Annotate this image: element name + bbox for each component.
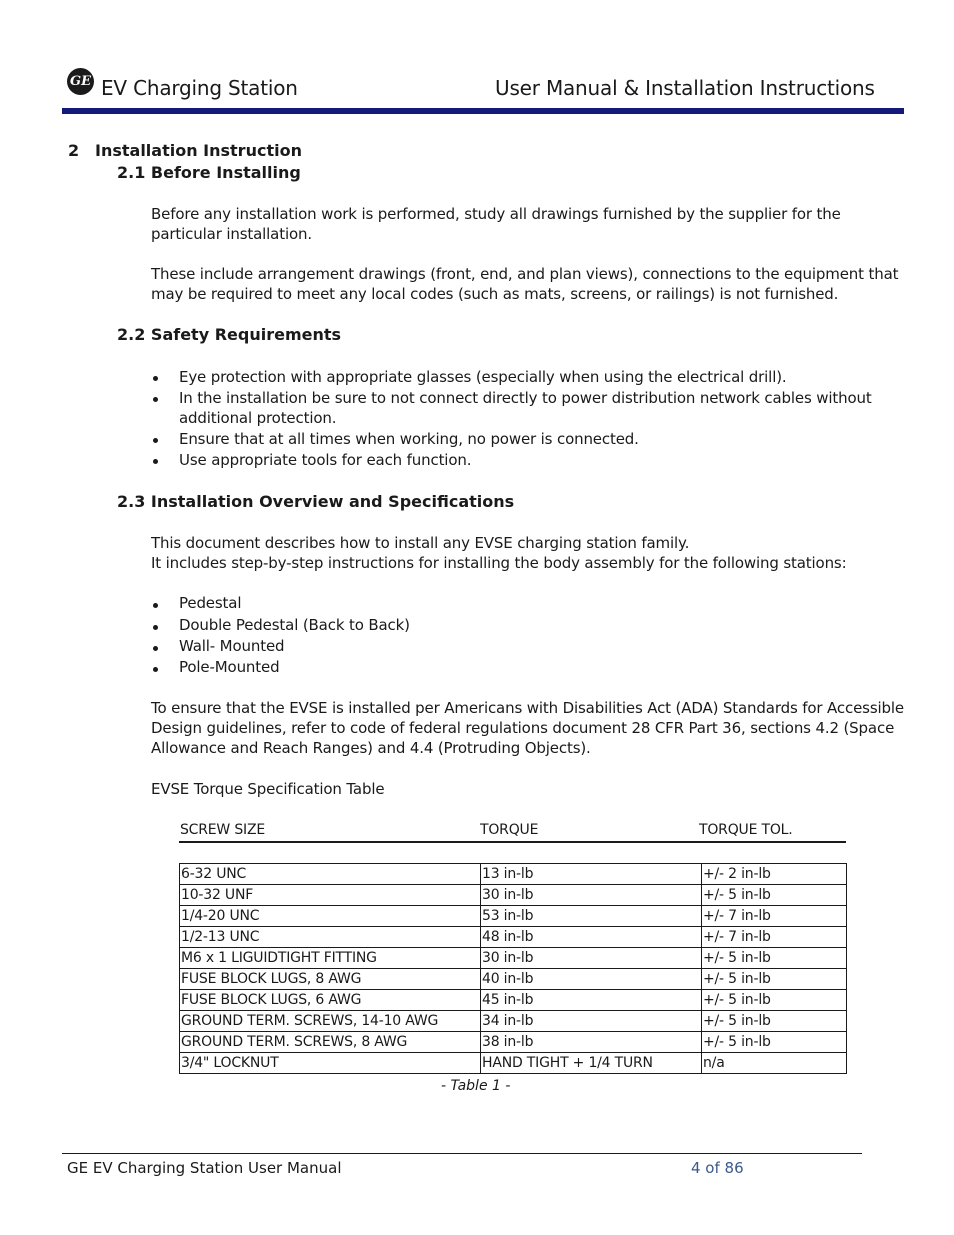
cell-torque: 53 in-lb xyxy=(481,906,702,927)
col-header-torque: TORQUE xyxy=(480,822,539,838)
cell-screw-size: 1/2-13 UNC xyxy=(180,927,481,948)
section-title: Installation Instruction xyxy=(95,141,302,160)
table-row xyxy=(180,1053,847,1074)
s21-p2-line1: These include arrangement drawings (front, end, and plan views), connections to the equipment that xyxy=(151,265,899,283)
bullet-dot xyxy=(153,603,158,608)
col-header-screw-size: SCREW SIZE xyxy=(180,822,265,838)
heading-2-1: 2.1 Before Installing xyxy=(117,163,301,182)
cell-torque-tol: n/a xyxy=(702,1053,847,1074)
footer-title: GE EV Charging Station User Manual xyxy=(67,1159,342,1177)
cell-screw-size: 1/4-20 UNC xyxy=(180,906,481,927)
cell-torque: 13 in-lb xyxy=(481,864,702,885)
s23-intro-line1: This document describes how to install any EVSE charging station family. xyxy=(151,534,690,552)
station-item: Pedestal xyxy=(179,594,242,612)
ada-line3: Allowance and Reach Ranges) and 4.4 (Protruding Objects). xyxy=(151,739,591,757)
cell-screw-size: M6 x 1 LIGUIDTIGHT FITTING xyxy=(180,948,481,969)
cell-torque-tol: +/- 5 in-lb xyxy=(702,990,847,1011)
table-row xyxy=(180,948,847,969)
safety-bullet-4: Use appropriate tools for each function. xyxy=(179,451,472,469)
header-doc-title: User Manual & Installation Instructions xyxy=(495,76,875,100)
cell-screw-size: GROUND TERM. SCREWS, 14-10 AWG xyxy=(180,1011,481,1032)
s21-p2-line2: may be required to meet any local codes (such as mats, screens, or railings) is not furnished. xyxy=(151,285,839,303)
footer-rule xyxy=(62,1153,862,1154)
bullet-dot xyxy=(153,459,158,464)
cell-torque-tol: +/- 7 in-lb xyxy=(702,906,847,927)
bullet-dot xyxy=(153,376,158,381)
cell-torque: 48 in-lb xyxy=(481,927,702,948)
cell-torque: HAND TIGHT + 1/4 TURN xyxy=(481,1053,702,1074)
cell-screw-size: FUSE BLOCK LUGS, 6 AWG xyxy=(180,990,481,1011)
table-title: EVSE Torque Specification Table xyxy=(151,780,385,798)
table-header-rule xyxy=(179,841,846,843)
safety-bullet-1: Eye protection with appropriate glasses (especially when using the electrical drill). xyxy=(179,368,787,386)
cell-torque-tol: +/- 5 in-lb xyxy=(702,1011,847,1032)
table-row xyxy=(180,885,847,906)
table-row xyxy=(180,969,847,990)
cell-screw-size: 10-32 UNF xyxy=(180,885,481,906)
safety-bullet-3: Ensure that at all times when working, no power is connected. xyxy=(179,430,639,448)
s21-p1-line2: particular installation. xyxy=(151,225,312,243)
cell-torque: 30 in-lb xyxy=(481,885,702,906)
station-item: Wall- Mounted xyxy=(179,637,285,655)
ada-line1: To ensure that the EVSE is installed per Americans with Disabilities Act (ADA) Standards for Accessible xyxy=(151,699,904,717)
table-row xyxy=(180,927,847,948)
cell-torque: 40 in-lb xyxy=(481,969,702,990)
cell-torque-tol: +/- 5 in-lb xyxy=(702,969,847,990)
heading-2-3: 2.3 Installation Overview and Specifications xyxy=(117,492,515,511)
s21-p1-line1: Before any installation work is performed, study all drawings furnished by the supplier for the xyxy=(151,205,841,223)
cell-torque: 34 in-lb xyxy=(481,1011,702,1032)
page-number: 4 of 86 xyxy=(691,1159,744,1177)
table-row xyxy=(180,1011,847,1032)
cell-screw-size: 6-32 UNC xyxy=(180,864,481,885)
bullet-dot xyxy=(153,646,158,651)
table-caption: - Table 1 - xyxy=(441,1078,511,1094)
cell-torque-tol: +/- 5 in-lb xyxy=(702,948,847,969)
bullet-dot xyxy=(153,438,158,443)
table-row xyxy=(180,1032,847,1053)
safety-bullet-2-cont: additional protection. xyxy=(179,409,337,427)
cell-torque: 30 in-lb xyxy=(481,948,702,969)
bullet-dot xyxy=(153,397,158,402)
ge-logo: GE xyxy=(67,68,94,95)
cell-screw-size: GROUND TERM. SCREWS, 8 AWG xyxy=(180,1032,481,1053)
bullet-dot xyxy=(153,667,158,672)
cell-torque-tol: +/- 7 in-lb xyxy=(702,927,847,948)
cell-screw-size: FUSE BLOCK LUGS, 8 AWG xyxy=(180,969,481,990)
header-product: EV Charging Station xyxy=(101,76,298,100)
heading-2-2: 2.2 Safety Requirements xyxy=(117,325,342,344)
cell-screw-size: 3/4" LOCKNUT xyxy=(180,1053,481,1074)
torque-table xyxy=(179,863,847,1074)
table-row xyxy=(180,906,847,927)
ada-line2: Design guidelines, refer to code of federal regulations document 28 CFR Part 36, sections 4.2 (Space xyxy=(151,719,895,737)
section-number: 2 xyxy=(68,141,80,160)
col-header-torque-tol: TORQUE TOL. xyxy=(699,822,793,838)
cell-torque-tol: +/- 5 in-lb xyxy=(702,885,847,906)
header-rule xyxy=(62,108,904,114)
s23-intro-line2: It includes step-by-step instructions for installing the body assembly for the following stations: xyxy=(151,554,847,572)
cell-torque: 38 in-lb xyxy=(481,1032,702,1053)
cell-torque: 45 in-lb xyxy=(481,990,702,1011)
bullet-dot xyxy=(153,625,158,630)
cell-torque-tol: +/- 5 in-lb xyxy=(702,1032,847,1053)
station-item: Double Pedestal (Back to Back) xyxy=(179,616,410,634)
table-row xyxy=(180,990,847,1011)
cell-torque-tol: +/- 2 in-lb xyxy=(702,864,847,885)
table-row xyxy=(180,864,847,885)
safety-bullet-2: In the installation be sure to not connect directly to power distribution network cables without xyxy=(179,389,872,407)
station-item: Pole-Mounted xyxy=(179,658,280,676)
